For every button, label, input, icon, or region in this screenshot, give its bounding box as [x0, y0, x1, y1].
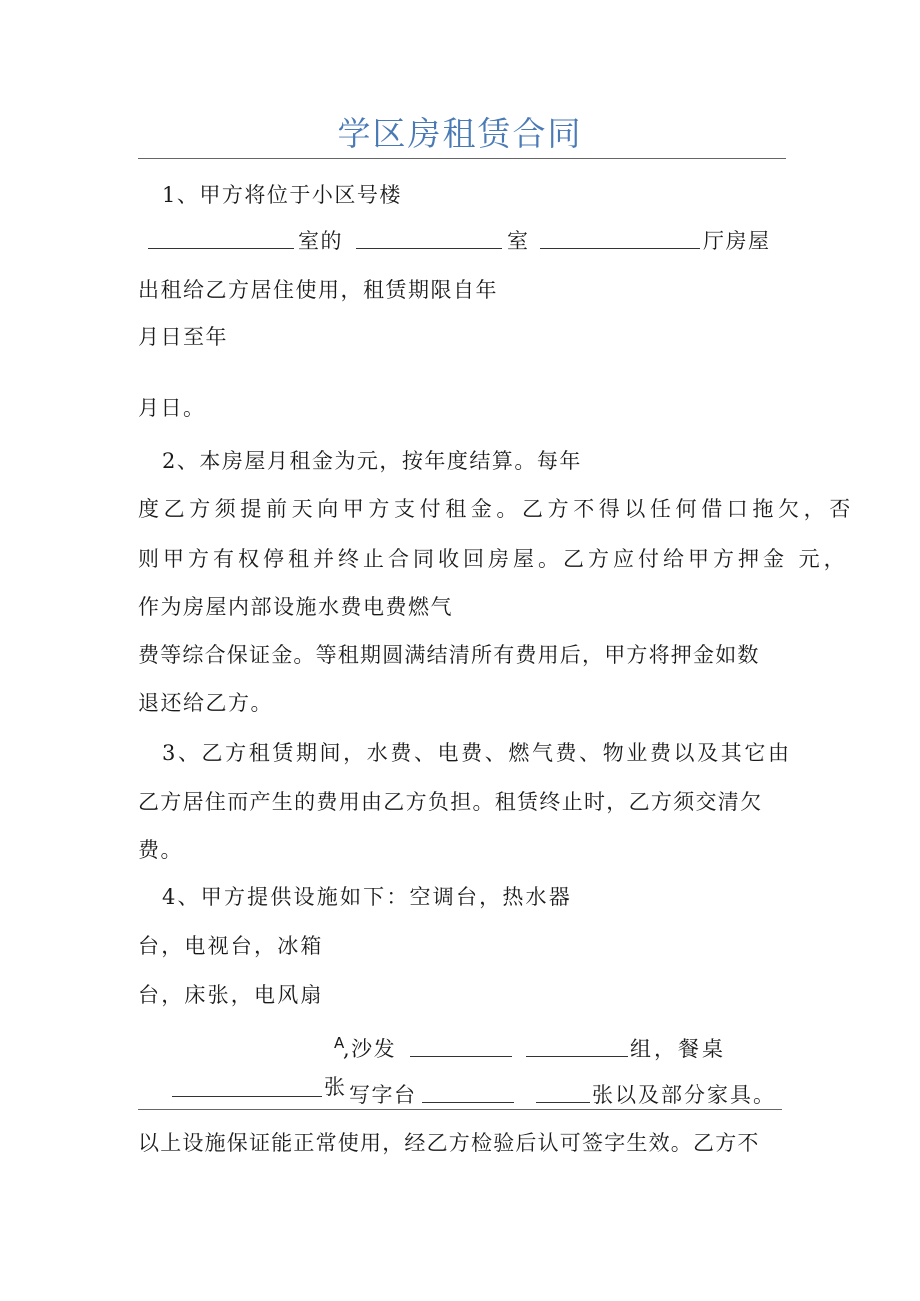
- deposit-scope-line: 作为房屋内部设施水费电费燃气: [138, 595, 453, 619]
- blank-sofa: [410, 1034, 512, 1057]
- title-rule: [138, 158, 786, 159]
- sofa-label: ,沙发: [343, 1037, 397, 1061]
- blank-table-count: [172, 1074, 322, 1097]
- deposit-return-line-2: 退还给乙方。: [138, 691, 273, 715]
- page-title: 学区房租赁合同: [337, 114, 583, 153]
- clause-4-line: 4、甲方提供设施如下：空调台，热水器: [162, 885, 572, 909]
- facilities-line-1: 台，电视台，冰箱: [138, 934, 324, 958]
- blank-desk: [422, 1080, 514, 1103]
- desk-label: 写字台: [349, 1083, 417, 1107]
- blank-room-count: [356, 226, 502, 249]
- lease-term-line: 出租给乙方居住使用，租赁期限自年: [138, 278, 498, 302]
- expenses-line-2: 费。: [138, 838, 183, 862]
- acceptance-text: 以上设施保证能正常使用，经乙方检验后认可签字生效。乙方不: [138, 1131, 760, 1155]
- section-rule: [138, 1109, 782, 1110]
- rent-payment-text: 度乙方须提前天向甲方支付租金。乙方不得以任何借口拖欠，否: [138, 497, 855, 521]
- blank-sofa-set: [526, 1034, 628, 1057]
- blank-desk-count: [536, 1080, 590, 1103]
- rent-payment-line: [138, 494, 855, 524]
- blank-building-number: [148, 226, 294, 249]
- facilities-line-2: 台，床张，电风扇: [138, 983, 324, 1007]
- deposit-line: [138, 544, 849, 574]
- acceptance-line: [138, 1128, 782, 1158]
- room-of-label: 室的: [298, 229, 343, 253]
- clause-3-line: 3、乙方租赁期间，水费、电费、燃气费、物业费以及其它由: [162, 741, 792, 765]
- deposit-return-line: [138, 640, 782, 670]
- lease-term-line-2: 月日至年: [138, 325, 228, 349]
- deposit-return-text: 费等综合保证金。等租期圆满结清所有费用后，甲方将押金如数: [138, 643, 760, 667]
- deposit-text: 则甲方有权停租并终止合同收回房屋。乙方应付给甲方押金 元，: [138, 547, 849, 571]
- blank-hall-count: [540, 226, 700, 249]
- clause-1-line: 1、甲方将位于小区号楼: [162, 183, 402, 207]
- lease-term-line-3: 月日。: [138, 396, 206, 420]
- dining-table-label: 组，餐桌: [630, 1037, 726, 1061]
- room-label: 室: [507, 229, 530, 253]
- piece-label: 张: [324, 1075, 347, 1099]
- hall-house-label: 厅房屋: [703, 229, 771, 253]
- furniture-label: 张以及部分家具。: [592, 1083, 776, 1107]
- expenses-line: 乙方居住而产生的费用由乙方负担。租赁终止时，乙方须交清欠: [138, 790, 763, 814]
- clause-2-line: 2、本房屋月租金为元，按年度结算。每年: [162, 449, 582, 473]
- mark-a: A: [334, 1034, 345, 1052]
